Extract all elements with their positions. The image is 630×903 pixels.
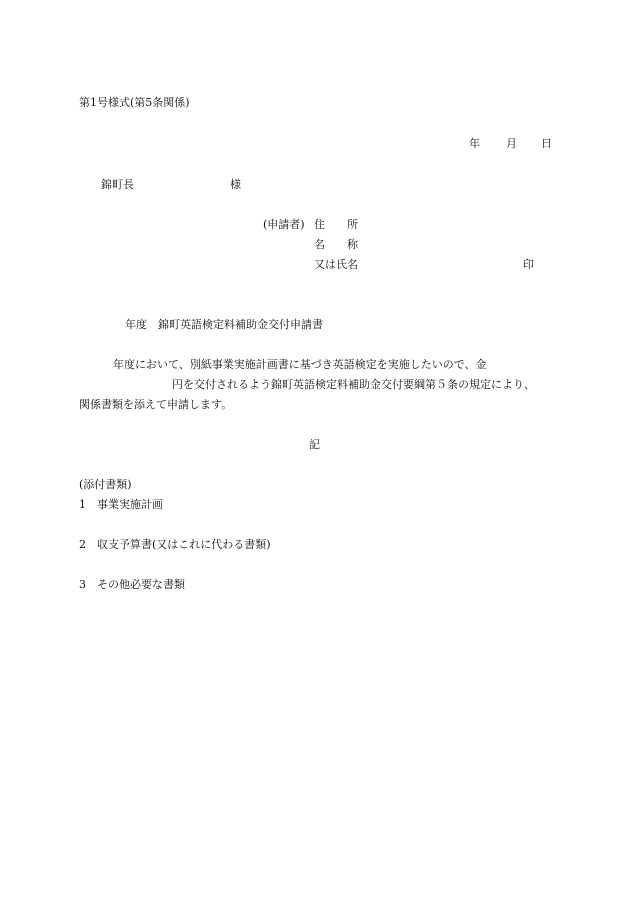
attachment-item-3: 3 その他必要な書類: [79, 578, 185, 591]
attachments-heading: (添付書類): [79, 478, 132, 491]
applicant-role: (申請者): [263, 218, 305, 231]
body-line-1: 年度において、別紙事業実施計画書に基づき英語検定を実施したいので、金: [113, 358, 487, 371]
date-month-unit: 月: [506, 137, 517, 150]
applicant-address-label: 住 所: [314, 218, 358, 231]
note-heading: 記: [309, 438, 320, 451]
addressee-name: 錦町長: [101, 178, 134, 191]
seal-mark: 印: [523, 258, 534, 271]
applicant-name-label: 名 称: [314, 238, 358, 251]
document-title: 年度 錦町英語検定料補助金交付申請書: [125, 318, 323, 331]
body-line-3: 関係書類を添えて申請します。: [79, 398, 233, 411]
attachment-item-1: 1 事業実施計画: [79, 498, 163, 511]
body-line-2: 円を交付されるよう錦町英語検定料補助金交付要綱第５条の規定により、: [172, 378, 535, 391]
addressee-honorific: 様: [230, 178, 241, 191]
form-label: 第1号様式(第5条関係): [79, 96, 190, 109]
date-day-unit: 日: [541, 137, 552, 150]
applicant-or-name-label: 又は氏名: [314, 258, 358, 271]
attachment-item-2: 2 収支予算書(又はこれに代わる書類): [79, 538, 271, 551]
date-year-unit: 年: [469, 137, 480, 150]
